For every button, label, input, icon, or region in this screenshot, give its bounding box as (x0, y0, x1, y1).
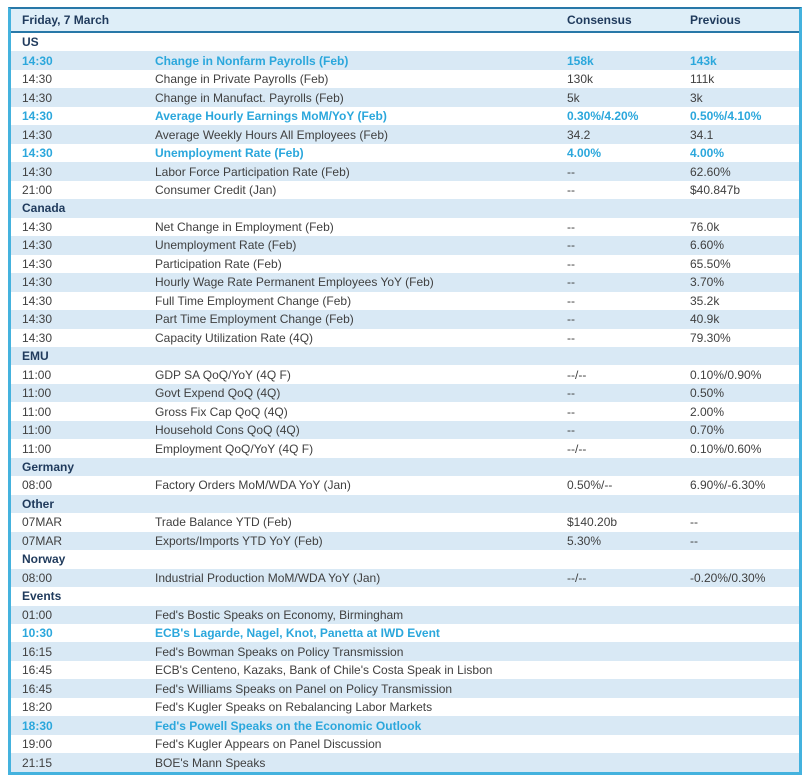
previous-cell: 0.70% (690, 423, 725, 438)
time-cell: 14:30 (22, 53, 53, 68)
event-cell: Fed's Kugler Speaks on Rebalancing Labor Markets (155, 700, 433, 715)
time-cell: 07MAR (22, 533, 63, 548)
consensus-cell: --/-- (567, 367, 587, 382)
time-cell: 18:30 (22, 718, 53, 733)
previous-cell: 34.1 (690, 127, 714, 142)
event-cell: Fed's Williams Speaks on Panel on Policy Transmission (155, 681, 453, 696)
table-row (11, 88, 799, 106)
event-cell: Employment QoQ/YoY (4Q F) (155, 441, 314, 456)
consensus-header: Consensus (567, 13, 632, 27)
table-row (11, 70, 799, 88)
consensus-cell: -- (567, 386, 575, 401)
table-row (11, 384, 799, 402)
section-title: US (22, 35, 39, 50)
consensus-cell: 34.2 (567, 127, 591, 142)
table-row (11, 642, 799, 660)
event-cell: Participation Rate (Feb) (155, 256, 282, 271)
consensus-cell: -- (567, 275, 575, 290)
event-cell: Factory Orders MoM/WDA YoY (Jan) (155, 478, 351, 493)
time-cell: 14:30 (22, 109, 53, 124)
previous-cell: 0.10%/0.90% (690, 367, 762, 382)
consensus-cell: -- (567, 330, 575, 345)
consensus-cell: 0.50%/-- (567, 478, 613, 493)
time-cell: 14:30 (22, 330, 53, 345)
previous-cell: 6.90%/-6.30% (690, 478, 766, 493)
time-cell: 16:15 (22, 644, 53, 659)
previous-cell: 111k (690, 72, 715, 87)
event-cell: Gross Fix Cap QoQ (4Q) (155, 404, 288, 419)
table-row (11, 569, 799, 587)
table-row (11, 292, 799, 310)
time-cell: 21:15 (22, 755, 53, 770)
table-row (11, 439, 799, 457)
previous-cell: 76.0k (690, 219, 720, 234)
time-cell: 14:30 (22, 127, 53, 142)
previous-cell: -- (690, 515, 698, 530)
time-cell: 21:00 (22, 182, 53, 197)
section-header-row (11, 347, 799, 365)
event-cell: Fed's Bowman Speaks on Policy Transmission (155, 644, 404, 659)
consensus-cell: 0.30%/4.20% (567, 109, 639, 124)
table-body (11, 33, 799, 772)
previous-cell: 6.60% (690, 238, 725, 253)
previous-cell: 79.30% (690, 330, 731, 345)
previous-cell: 3k (690, 90, 703, 105)
table-row (11, 679, 799, 697)
section-header-row (11, 587, 799, 605)
section-title: Norway (22, 552, 66, 567)
previous-cell: 0.50% (690, 386, 725, 401)
event-cell: ECB's Centeno, Kazaks, Bank of Chile's Costa Speak in Lisbon (155, 663, 493, 678)
time-cell: 11:00 (22, 441, 52, 456)
section-header-row (11, 550, 799, 568)
time-cell: 07MAR (22, 515, 63, 530)
event-cell: Govt Expend QoQ (4Q) (155, 386, 281, 401)
time-cell: 14:30 (22, 238, 53, 253)
event-cell: ECB's Lagarde, Nagel, Knot, Panetta at IWD Event (155, 626, 440, 641)
previous-cell: 0.10%/0.60% (690, 441, 762, 456)
time-cell: 14:30 (22, 256, 53, 271)
table-row (11, 273, 799, 291)
table-row (11, 144, 799, 162)
section-header-row (11, 33, 799, 51)
section-header-row (11, 458, 799, 476)
section-title: Canada (22, 201, 66, 216)
consensus-cell: -- (567, 423, 575, 438)
time-cell: 14:30 (22, 219, 53, 234)
consensus-cell: $140.20b (567, 515, 618, 530)
event-cell: Average Weekly Hours All Employees (Feb) (155, 127, 388, 142)
consensus-cell: -- (567, 219, 575, 234)
table-row (11, 753, 799, 771)
event-cell: Average Hourly Earnings MoM/YoY (Feb) (155, 109, 387, 124)
time-cell: 11:00 (22, 423, 52, 438)
table-row (11, 735, 799, 753)
table-row (11, 716, 799, 734)
event-cell: Full Time Employment Change (Feb) (155, 293, 352, 308)
date-header: Friday, 7 March (22, 13, 110, 27)
previous-cell: 40.9k (690, 312, 720, 327)
consensus-cell: 5k (567, 90, 580, 105)
event-cell: Hourly Wage Rate Permanent Employees YoY (Feb) (155, 275, 434, 290)
event-cell: Fed's Bostic Speaks on Economy, Birmingham (155, 607, 404, 622)
time-cell: 08:00 (22, 478, 53, 493)
table-row (11, 513, 799, 531)
event-cell: Unemployment Rate (Feb) (155, 146, 304, 161)
consensus-cell: 130k (567, 72, 594, 87)
table-row (11, 365, 799, 383)
time-cell: 18:20 (22, 700, 53, 715)
previous-cell: 35.2k (690, 293, 720, 308)
consensus-cell: -- (567, 293, 575, 308)
consensus-cell: --/-- (567, 441, 587, 456)
consensus-cell: -- (567, 238, 575, 253)
previous-header: Previous (690, 13, 741, 27)
section-header-row (11, 495, 799, 513)
table-row (11, 402, 799, 420)
table-row (11, 125, 799, 143)
consensus-cell: 5.30% (567, 533, 602, 548)
table-row (11, 421, 799, 439)
table-row (11, 606, 799, 624)
previous-cell: 62.60% (690, 164, 731, 179)
time-cell: 14:30 (22, 275, 53, 290)
event-cell: Household Cons QoQ (4Q) (155, 423, 300, 438)
event-cell: BOE's Mann Speaks (155, 755, 266, 770)
time-cell: 14:30 (22, 293, 53, 308)
table-header-row (11, 9, 799, 33)
table-row (11, 476, 799, 494)
event-cell: GDP SA QoQ/YoY (4Q F) (155, 367, 291, 382)
time-cell: 11:00 (22, 367, 52, 382)
table-row (11, 698, 799, 716)
table-row (11, 218, 799, 236)
event-cell: Labor Force Participation Rate (Feb) (155, 164, 350, 179)
previous-cell: 143k (690, 53, 717, 68)
event-cell: Fed's Powell Speaks on the Economic Outlook (155, 718, 422, 733)
section-title: Other (22, 496, 55, 511)
event-cell: Change in Manufact. Payrolls (Feb) (155, 90, 344, 105)
previous-cell: -0.20%/0.30% (690, 570, 766, 585)
event-cell: Exports/Imports YTD YoY (Feb) (155, 533, 323, 548)
table-row (11, 236, 799, 254)
table-row (11, 181, 799, 199)
time-cell: 01:00 (22, 607, 53, 622)
time-cell: 11:00 (22, 404, 52, 419)
previous-cell: 3.70% (690, 275, 725, 290)
consensus-cell: -- (567, 404, 575, 419)
time-cell: 16:45 (22, 681, 53, 696)
time-cell: 14:30 (22, 146, 53, 161)
economic-calendar-table (8, 7, 802, 775)
consensus-cell: -- (567, 312, 575, 327)
time-cell: 14:30 (22, 72, 53, 87)
previous-cell: 2.00% (690, 404, 725, 419)
previous-cell: -- (690, 533, 698, 548)
time-cell: 10:30 (22, 626, 53, 641)
table-row (11, 107, 799, 125)
event-cell: Consumer Credit (Jan) (155, 182, 277, 197)
section-title: EMU (22, 349, 49, 364)
previous-cell: 4.00% (690, 146, 725, 161)
time-cell: 14:30 (22, 312, 53, 327)
table-row (11, 532, 799, 550)
table-row (11, 624, 799, 642)
consensus-cell: 4.00% (567, 146, 602, 161)
table-row (11, 51, 799, 69)
consensus-cell: 158k (567, 53, 594, 68)
previous-cell: $40.847b (690, 182, 741, 197)
section-header-row (11, 199, 799, 217)
previous-cell: 0.50%/4.10% (690, 109, 762, 124)
event-cell: Part Time Employment Change (Feb) (155, 312, 354, 327)
table-row (11, 310, 799, 328)
consensus-cell: -- (567, 182, 575, 197)
event-cell: Fed's Kugler Appears on Panel Discussion (155, 737, 382, 752)
table-row (11, 329, 799, 347)
previous-cell: 65.50% (690, 256, 731, 271)
table-row (11, 661, 799, 679)
consensus-cell: --/-- (567, 570, 587, 585)
event-cell: Net Change in Employment (Feb) (155, 219, 334, 234)
time-cell: 19:00 (22, 737, 53, 752)
time-cell: 16:45 (22, 663, 53, 678)
time-cell: 11:00 (22, 386, 52, 401)
section-title: Events (22, 589, 62, 604)
time-cell: 14:30 (22, 164, 53, 179)
event-cell: Trade Balance YTD (Feb) (155, 515, 292, 530)
section-title: Germany (22, 460, 75, 475)
table-row (11, 255, 799, 273)
event-cell: Change in Private Payrolls (Feb) (155, 72, 329, 87)
event-cell: Change in Nonfarm Payrolls (Feb) (155, 53, 349, 68)
event-cell: Unemployment Rate (Feb) (155, 238, 297, 253)
event-cell: Capacity Utilization Rate (4Q) (155, 330, 314, 345)
consensus-cell: -- (567, 256, 575, 271)
time-cell: 14:30 (22, 90, 53, 105)
table-row (11, 162, 799, 180)
time-cell: 08:00 (22, 570, 53, 585)
consensus-cell: -- (567, 164, 575, 179)
event-cell: Industrial Production MoM/WDA YoY (Jan) (155, 570, 381, 585)
